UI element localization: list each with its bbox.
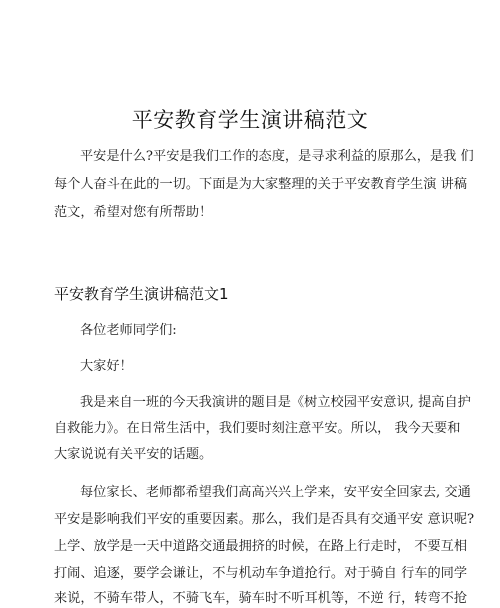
paragraph-line: 自救能力》。在日常生活中，我们要时刻注意平安。所以， 我今天要和 [54,421,461,436]
hello-line: 大家好！ [80,359,133,374]
intro-line: 每个人奋斗在此的一切。下面是为大家整理的关于平安教育学生演 讲稿 [54,177,468,192]
paragraph-line: 平安是影响我们平安的重要因素。那么，我们是否具有交通平安 意识呢? [54,512,475,527]
intro-line: 范文，希望对您有所帮助！ [54,205,213,220]
section-heading: 平安教育学生演讲稿范文1 [54,285,229,303]
intro-line: 平安是什么?平安是我们工作的态度，是寻求利益的原那么，是我 们 [80,149,474,164]
paragraph-line: 我是来自一班的今天我演讲的题目是《树立校园平安意识, 提高自护 [80,395,471,410]
paragraph-line: 打闹、追逐，要学会谦让，不与机动车争道抢行。对于骑自 行车的同学 [54,566,468,581]
paragraph-line: 大家说说有关平安的话题。 [54,447,213,462]
greeting-line: 各位老师同学们: [80,323,177,338]
paragraph-line: 来说，不骑车带人，不骑飞车，骑车时不听耳机等，不逆 行，转弯不抢 [54,591,468,606]
paragraph-line: 每位家长、老师都希望我们高高兴兴上学来，安平安全回家去, 交通 [80,485,471,500]
paragraph-line: 上学、放学是一天中道路交通最拥挤的时候，在路上行走时， 不要互相 [54,539,468,554]
document-title: 平安教育学生演讲稿范文 [131,108,369,132]
